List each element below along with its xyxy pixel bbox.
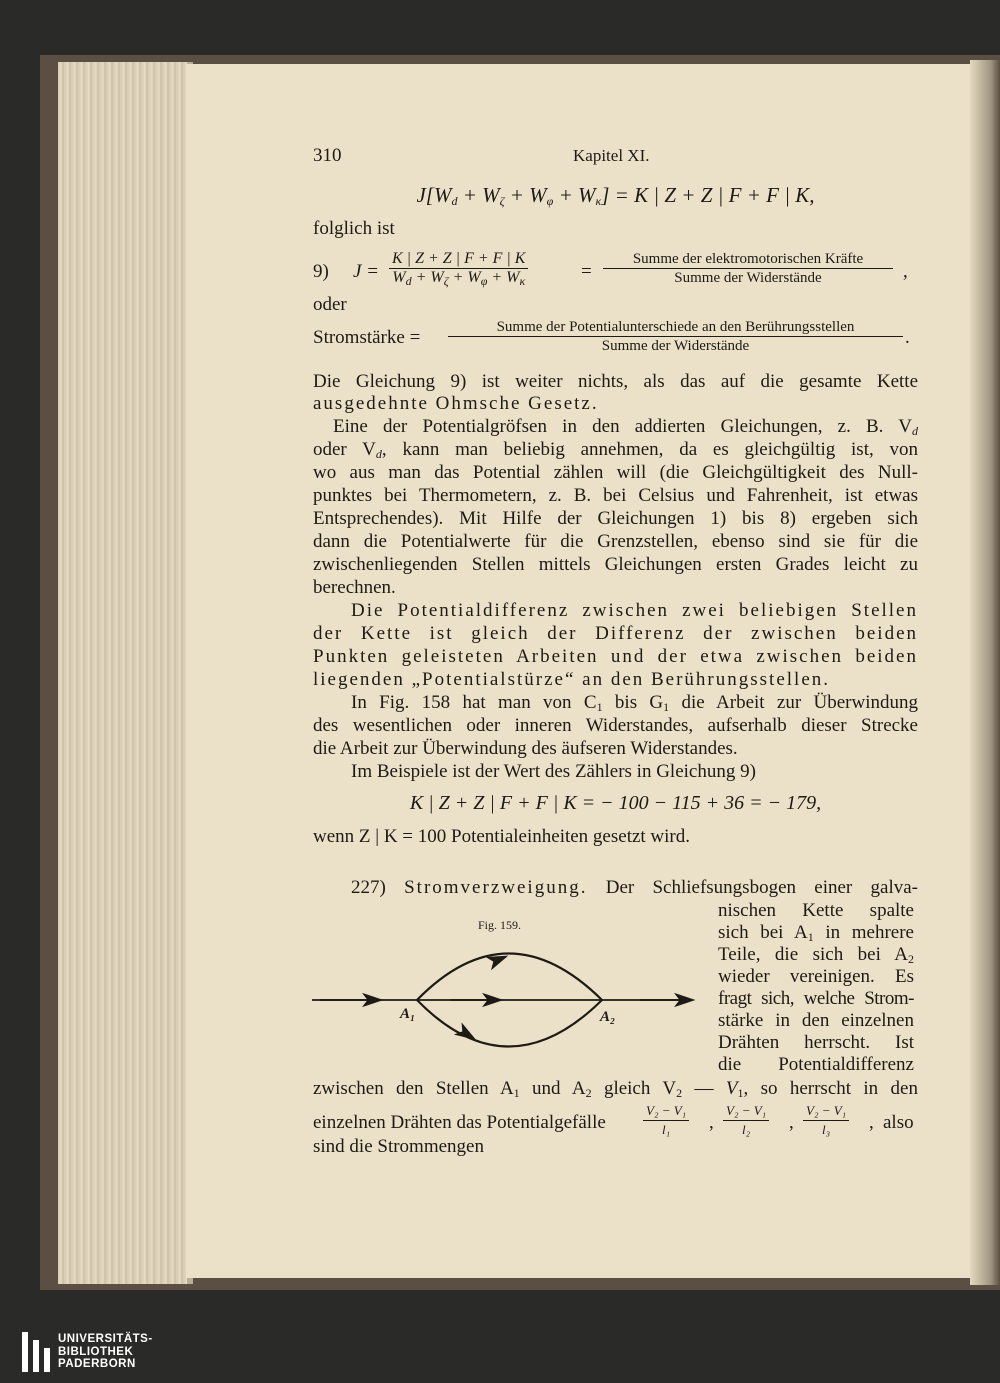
equation-9: 9) J = $\frac{K | Z + Z | F + F | K}{W_d + W_\zeta + W_\varphi + W_\kappa}$ = Summe der elektromotorischen Kräfte Summe der Widerstände , xyxy=(313,250,908,288)
text-line: nischen Kette spalte xyxy=(718,900,914,921)
text-line: zwischenliegenden Stellen mittels Gleichungen ersten Grades leicht zu xyxy=(313,554,918,575)
text-line: oder $V_d$, kann man beliebig annehmen, da es gleichgültig ist, von xyxy=(313,439,919,461)
text-line: die Potentialdifferenz xyxy=(718,1054,914,1075)
library-logo-icon xyxy=(22,1332,50,1372)
text-line: liegenden „Potentialstürze“ an den Berührungsstellen. xyxy=(313,669,831,690)
text-line: oder xyxy=(313,294,347,315)
example-equation: K | Z + Z | F + F | K = − 100 − 115 + 36 = − 179, xyxy=(409,792,822,814)
text-line: Teile, die sich bei $A_2$ xyxy=(718,944,914,966)
text-line: zwischen den Stellen $A_1$ und $A_2$ gleich $V_2$ — $V_1$, so herrscht in den xyxy=(313,1078,918,1100)
text-line: wo aus man das Potential zählen will (die Gleichgültigkeit des Null- xyxy=(313,462,918,483)
equation-line: $J[W_d + W_\zeta + W_\varphi + W_\kappa] = K$ | Z + Z | F + F | K, xyxy=(416,183,815,208)
text-line: berechnen. xyxy=(313,577,396,598)
figure-label: Fig. 159. xyxy=(478,918,522,932)
text-line: Drähten herrscht. Ist xyxy=(718,1032,914,1053)
text-line: Im Beispiele ist der Wert des Zählers in Gleichung 9) xyxy=(351,761,756,782)
page-number: 310 xyxy=(313,145,342,166)
circuit-branch-diagram xyxy=(310,925,700,1055)
text-line: Entsprechendes). Mit Hilfe der Gleichungen 1) bis 8) ergeben sich xyxy=(313,508,918,529)
text-line: fragt sich, welche Strom- xyxy=(718,988,914,1009)
text-line: wenn Z | K = 100 Potentialeinheiten gesetzt wird. xyxy=(313,826,691,847)
node-a1-label: A₁ xyxy=(400,1006,416,1022)
section-heading-line: 227) Stromverzweigung. Der Schliefsungsbogen einer galva- xyxy=(351,877,919,898)
text-line: Eine der Potentialgröfsen in den addierten Gleichungen, z. B. $V_d$ xyxy=(333,416,918,438)
text-line: wieder vereinigen. Es xyxy=(718,966,914,987)
node-a2-label: A₂ xyxy=(600,1009,616,1025)
library-name: UNIVERSITÄTS- BIBLIOTHEK PADERBORN xyxy=(58,1333,153,1370)
text-line: die Arbeit zur Überwindung des äufseren Widerstandes. xyxy=(313,738,738,759)
text-line: der Kette ist gleich der Differenz der zwischen beiden xyxy=(313,623,918,644)
lower-wire xyxy=(417,1000,602,1047)
text-line: folglich ist xyxy=(313,218,395,239)
text-line: In Fig. 158 hat man von $C_1$ bis $G_1$ die Arbeit zur Überwindung xyxy=(351,692,918,714)
chapter-title: Kapitel XI. xyxy=(573,146,650,165)
text-line: Punkten geleisteten Arbeiten und der etwa zwischen beiden xyxy=(313,646,918,667)
words-fraction: Summe der elektromotorischen Kräfte Summe der Widerstände xyxy=(603,250,893,287)
current-equation: Stromstärke = Summe der Potentialunterschiede an den Berührungsstellen Summe der Widerstände . xyxy=(313,319,910,354)
gradient-line: einzelnen Drähten das Potentialgefälle $\frac{\text{V₂ − V₁}}{\text{l₁}}$ , $\frac{\text{V₂ − V₁}}{\text{l₂}}$ , $\frac{\text{V₂ − V₁}}{\text{l₃}}$ , also xyxy=(313,1103,914,1137)
text-line: punktes bei Thermometern, z. B. bei Celsius und Fahrenheit, ist etwas xyxy=(313,485,918,506)
text-line: Die Gleichung 9) ist weiter nichts, als das auf die gesamte Kette xyxy=(313,371,918,392)
current-fraction: Summe der Potentialunterschiede an den Berührungsstellen Summe der Widerstände xyxy=(448,318,903,355)
text-line: des wesentlichen oder inneren Widerstandes, aufserhalb dieser Strecke xyxy=(313,715,918,736)
book-gutter xyxy=(970,60,1000,1285)
text-line: Die Potentialdifferenz zwischen zwei beliebigen Stellen xyxy=(351,600,918,621)
upper-wire xyxy=(417,954,602,1001)
page-edges xyxy=(58,62,193,1284)
text-line: stärke in den einzelnen xyxy=(718,1010,914,1031)
text-line: dann die Potentialwerte für die Grenzstellen, ebenso sind sie für die xyxy=(313,531,918,552)
text-line: sich bei $A_1$ in mehrere xyxy=(718,922,914,944)
text-line: sind die Strommengen xyxy=(313,1136,484,1157)
equation-fraction: $\frac{K | Z + Z | F + F | K}{W_d + W_\zeta + W_\varphi + W_\kappa}$ xyxy=(389,250,528,290)
text-line: ausgedehnte Ohmsche Gesetz. xyxy=(313,393,599,414)
equation-label: 9) xyxy=(313,261,329,282)
